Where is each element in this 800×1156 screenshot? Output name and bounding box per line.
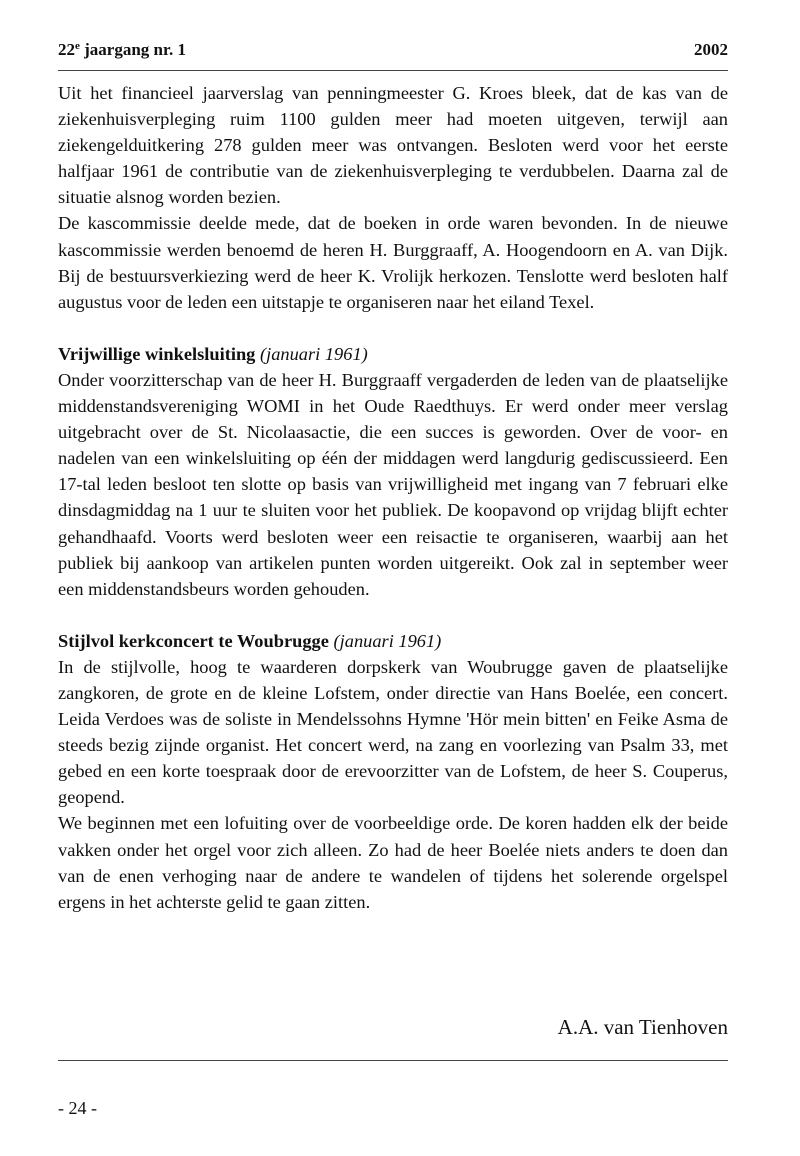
section-date-winkelsluiting: (januari 1961) [259,343,368,364]
section-spacer [58,602,728,628]
section-date-kerkconcert: (januari 1961) [333,630,442,651]
section-body-kerkconcert-2: We beginnen met een lofuiting over de voorbeeldige orde. De koren hadden elk der beide vakken onder het orgel voor zich alleen. Zo had de heer Boelée niets anders te doen dan van de enen verhoging naar de andere te wandelen of tijdens het solerende orgelspel ergens in het achterste gelid te gaan zitten. [58,813,728,912]
intro-paragraph-2: De kascommissie deelde mede, dat de boeken in orde waren bevonden. In de nieuwe kascommissie werden benoemd de heren H. Burggraaff, A. Hoogendoorn en A. van Dijk. Bij de bestuursverkiezing werd de heer K. Vrolijk herkozen. Tenslotte werd besloten half augustus voor de leden een uitstapje te organiseren naar het eiland Texel. [58,213,728,312]
issue-label [58,40,186,60]
section-body-winkelsluiting: Onder voorzitterschap van de heer H. Burggraaff vergaderden de leden van de plaatselijke middenstandsvereniging WOMI in het Oude Raedthuys. Er werd onder meer verslag uitgebracht over de St. Nicolaasactie, die een succes is geworden. Over de voor- en nadelen van een winkelsluiting op één der middagen werd langdurig gediscussieerd. Een 17-tal leden besloot ten slotte op basis van vrijwilligheid met ingang van 7 februari elke dinsdagmiddag na 1 uur te sluiten voor het publiek. De koopavond op vrijdag blijft echter gehandhaafd. Voorts werd besloten weer een reisactie te organiseren, waarbij aan het publiek bij aankoop van artikelen punten worden uitgereikt. Ook zal in september weer een middenstandsbeurs worden gehouden. [58,369,728,599]
footer-divider [58,1060,728,1061]
header-year: 2002 [694,40,728,59]
author-signature: A.A. van Tienhoven [557,1015,728,1039]
header-divider [58,70,728,71]
intro-paragraph-1: Uit het financieel jaarverslag van penningmeester G. Kroes bleek, dat de kas van de ziekenhuisverpleging ruim 1100 gulden meer had moeten uitgeven, terwijl aan ziekengelduitkering 278 gulden meer was ontvangen. Besloten werd voor het eerste halfjaar 1961 de contributie van de ziekenhuisverpleging te verdubbelen. Daarna zal de situatie alsnog worden bezien. [58,83,728,208]
running-header [58,40,728,64]
section-spacer [58,315,728,341]
volume-rest: jaargang nr. 1 [79,40,186,59]
section-body-kerkconcert-1: In de stijlvolle, hoog te waarderen dorpskerk van Woubrugge gaven de plaatselijke zangkoren, de grote en de kleine Lofstem, onder directie van Hans Boelée, een concert. Leida Verdoes was de soliste in Mendelssohns Hymne 'Hör mein bitten' en Feike Asma de steeds bezig zijnde organist. Het concert werd, na zang en voorlezing van Psalm 33, met gebed en een korte toespraak door de erevoorzitter van de Lofstem, de heer S. Couperus, geopend. [58,656,728,808]
section-title-winkelsluiting: Vrijwillige winkelsluiting [58,343,256,364]
section-title-kerkconcert: Stijlvol kerkconcert te Woubrugge [58,630,329,651]
section-winkelsluiting [58,341,728,602]
volume-superscript: e [75,40,80,52]
article-body [58,80,728,915]
section-kerkconcert [58,628,728,811]
page-number: - 24 - [58,1098,97,1118]
volume-number: 22 [58,40,75,59]
